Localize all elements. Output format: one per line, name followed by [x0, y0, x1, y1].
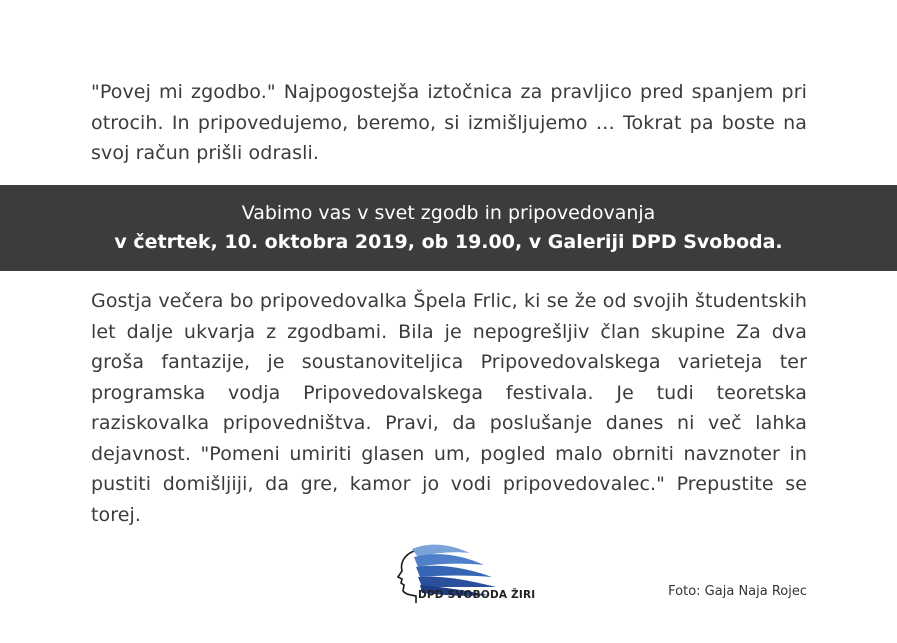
banner-date-location: v četrtek, 10. oktobra 2019, ob 19.00, v Galeriji DPD Svoboda. — [114, 231, 783, 253]
logo-hair-4 — [418, 577, 496, 587]
banner-invitation: Vabimo vas v svet zgodb in pripovedovanja — [241, 202, 656, 224]
body-paragraph: Gostja večera bo pripovedovalka Špela Frlic, ki se že od svojih študentskih let dalje ukvarja z zgodbami. Bila je nepogrešljiv član skupine Za dva groša fantazije, je soustanoviteljica Pripovedovalskega varieteja ter programska vodja Pripovedovalskega festivala. Je tudi teoretska raziskovalka pripovedništva. Pravi, da poslušanje danes ni več lahka dejavnost. "Pomeni umiriti glasen um, pogled malo obrniti navznoter in pustiti domišljiji, da gre, kamor jo vodi pripovedovalec." Prepustite se torej. — [91, 290, 807, 526]
logo-hair-3 — [416, 566, 492, 577]
logo-text: DPD SVOBODA ŽIRI — [418, 589, 536, 601]
intro-paragraph: "Povej mi zgodbo." Najpogostejša iztočnica za pravljico pred spanjem pri otrocih. In pripovedujemo, beremo, si izmišljujemo … Tokrat pa boste na svoj račun prišli odrasli. — [91, 81, 807, 164]
logo-face-profile — [398, 551, 416, 603]
photo-credit: Foto: Gaja Naja Rojec — [668, 584, 807, 599]
event-banner — [0, 185, 897, 271]
logo-hair-2 — [414, 554, 484, 567]
